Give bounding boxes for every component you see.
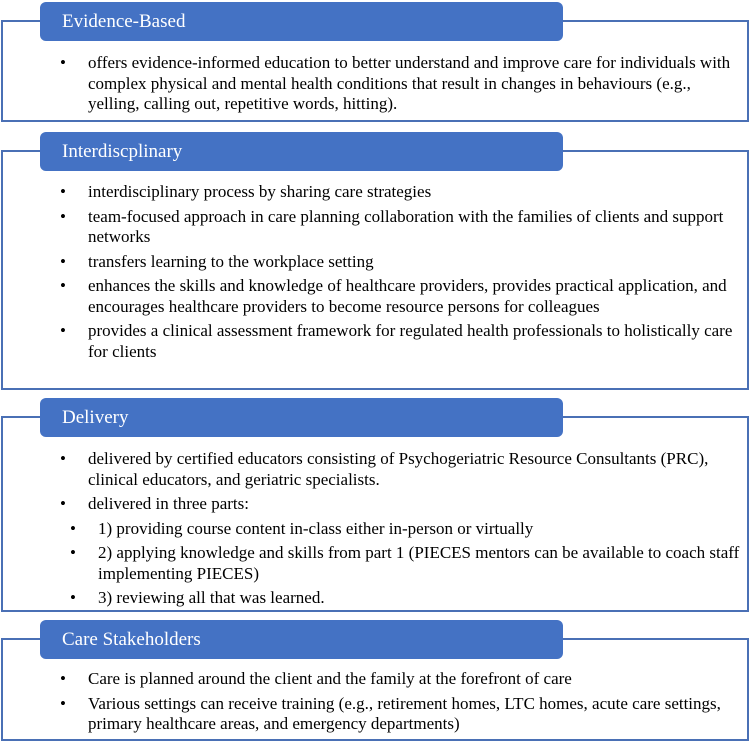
- list-item: • enhances the skills and knowledge of healthcare providers, provides practical application, and encourages healthcare providers to become resource persons for colleagues: [60, 276, 740, 317]
- care-stakeholders-header: [40, 620, 563, 659]
- care-stakeholders-title: Care Stakeholders: [62, 629, 201, 650]
- list-item: • interdisciplinary process by sharing care strategies: [60, 182, 740, 203]
- interdisciplinary-title: Interdiscplinary: [62, 141, 183, 162]
- interdisciplinary-list: [60, 182, 740, 366]
- list-item: • Care is planned around the client and the family at the forefront of care: [60, 669, 740, 690]
- delivery-header: [40, 398, 563, 437]
- evidence-based-header: [40, 2, 563, 41]
- list-item: • transfers learning to the workplace setting: [60, 252, 740, 273]
- evidence-based-title: Evidence-Based: [62, 11, 186, 32]
- delivery-sublist: [60, 519, 740, 609]
- list-item: • delivered by certified educators consisting of Psychogeriatric Resource Consultants (PRC), clinical educators, and geriatric specialists.: [60, 449, 740, 490]
- list-item-text: delivered in three parts:: [88, 494, 249, 513]
- sub-list-item: • 3) reviewing all that was learned.: [70, 588, 740, 609]
- list-item: • provides a clinical assessment framework for regulated health professionals to holistically care for clients: [60, 321, 740, 362]
- list-item: • Various settings can receive training (e.g., retirement homes, LTC homes, acute care settings, primary healthcare areas, and emergency departments): [60, 694, 740, 735]
- sub-list-item: • 1) providing course content in-class either in-person or virtually: [70, 519, 740, 540]
- evidence-based-list: [60, 53, 740, 119]
- delivery-title: Delivery: [62, 407, 129, 428]
- care-stakeholders-list: [60, 669, 740, 739]
- list-item: [60, 494, 740, 609]
- list-item: • team-focused approach in care planning collaboration with the families of clients and support networks: [60, 207, 740, 248]
- sub-list-item: • 2) applying knowledge and skills from part 1 (PIECES mentors can be available to coach staff implementing PIECES): [70, 543, 740, 584]
- delivery-list: [60, 449, 740, 613]
- list-item: • offers evidence-informed education to better understand and improve care for individuals with complex physical and mental health conditions that result in changes in behaviours (e.g., yelling, calling out, repetitive words, hitting).: [60, 53, 740, 115]
- interdisciplinary-header: [40, 132, 563, 171]
